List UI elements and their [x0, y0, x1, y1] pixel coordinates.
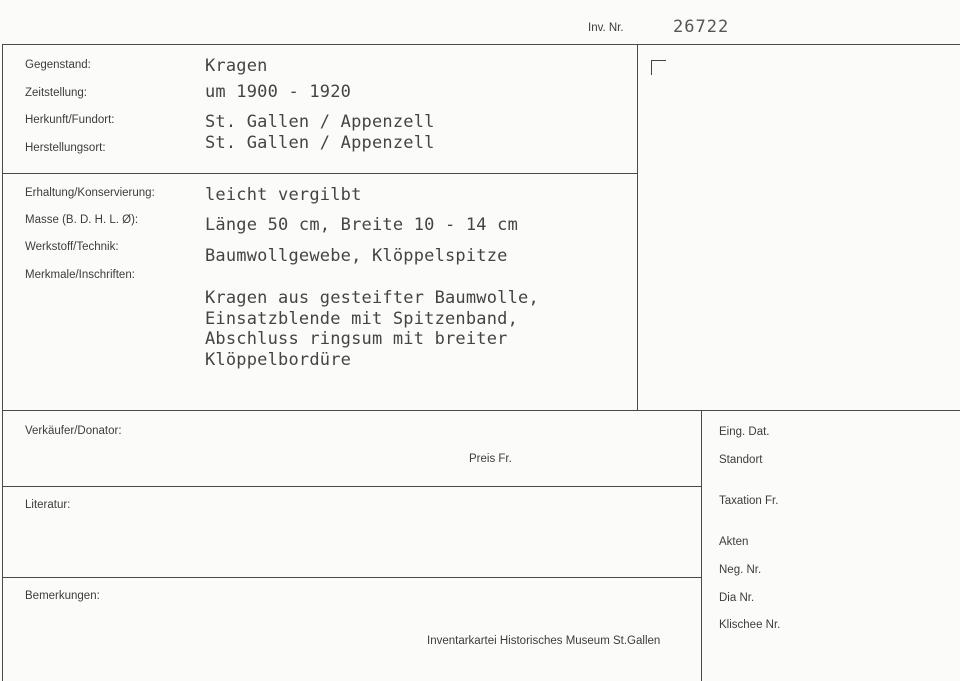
top-rule — [2, 44, 960, 45]
klischee-nr-label: Klischee Nr. — [719, 619, 781, 631]
card-footer: Inventarkartei Historisches Museum St.Gallen — [427, 635, 661, 647]
left-rule — [2, 44, 3, 681]
bemerkungen-label: Bemerkungen: — [25, 590, 100, 602]
werkstoff-label: Werkstoff/Technik: — [25, 241, 119, 253]
akten-label: Akten — [719, 536, 749, 548]
image-box-divider — [637, 44, 638, 411]
literatur-label: Literatur: — [25, 499, 71, 511]
herstellungsort-value: St. Gallen / Appenzell — [205, 133, 435, 153]
bemerkungen-rule — [2, 577, 701, 578]
gegenstand-value: Kragen — [205, 56, 268, 76]
herkunft-label: Herkunft/Fundort: — [25, 114, 115, 126]
merkmale-label: Merkmale/Inschriften: — [25, 269, 135, 281]
verkaeufer-label: Verkäufer/Donator: — [25, 425, 122, 437]
eing-dat-label: Eing. Dat. — [719, 426, 770, 438]
object-divider — [2, 173, 638, 174]
dia-nr-label: Dia Nr. — [719, 592, 755, 604]
herkunft-value: St. Gallen / Appenzell — [205, 112, 435, 132]
merkmale-description — [205, 288, 539, 370]
merkmale-line: Kragen aus gesteifter Baumwolle, — [205, 288, 539, 308]
merkmale-line: Klöppelbordüre — [205, 349, 352, 370]
werkstoff-value: Baumwollgewebe, Klöppelspitze — [205, 246, 508, 266]
neg-nr-label: Neg. Nr. — [719, 564, 762, 576]
merkmale-line: Einsatzblende mit Spitzenband, — [205, 308, 519, 329]
lower-section-rule — [2, 410, 960, 411]
masse-label: Masse (B. D. H. L. Ø): — [25, 214, 139, 226]
herstellungsort-label: Herstellungsort: — [25, 142, 106, 154]
inv-nr-label: Inv. Nr. — [588, 22, 624, 34]
photo-corner-mark — [651, 60, 666, 75]
taxation-label: Taxation Fr. — [719, 495, 779, 507]
standort-label: Standort — [719, 454, 763, 466]
gegenstand-label: Gegenstand: — [25, 59, 91, 71]
zeitstellung-value: um 1900 - 1920 — [205, 82, 352, 102]
right-column-divider — [701, 410, 702, 681]
preis-label: Preis Fr. — [469, 453, 512, 465]
merkmale-line: Abschluss ringsum mit breiter — [205, 329, 508, 349]
inv-number: 26722 — [673, 17, 730, 37]
literatur-rule — [2, 486, 701, 487]
erhaltung-label: Erhaltung/Konservierung: — [25, 187, 155, 199]
erhaltung-value: leicht vergilbt — [205, 185, 362, 205]
zeitstellung-label: Zeitstellung: — [25, 87, 88, 99]
masse-value: Länge 50 cm, Breite 10 - 14 cm — [205, 215, 519, 235]
